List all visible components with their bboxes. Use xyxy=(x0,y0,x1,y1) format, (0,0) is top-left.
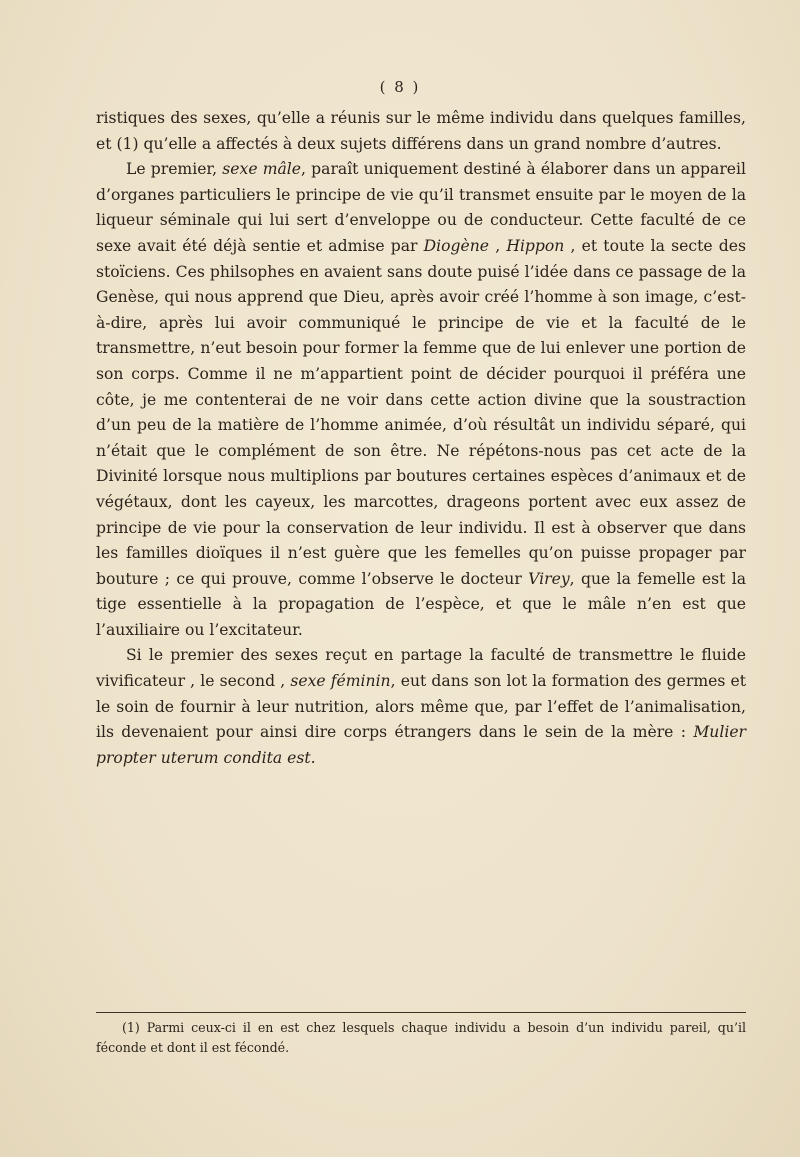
italic-run: Mulier propter uterum condita est. xyxy=(96,723,746,767)
page-number: ( 8 ) xyxy=(379,78,421,96)
text-run: ristiques des sexes, qu’elle a réunis sur le même individu dans quelques familles, et (1) qu’elle a affectés à deux sujets différens dans un grand nombre d’autres. xyxy=(96,109,746,153)
footnote: (1) Parmi ceux-ci il en est chez lesquels chaque individu a besoin d’un individu pareil, qu’il féconde et dont il est fécondé. xyxy=(96,1020,746,1055)
italic-run: Virey xyxy=(528,569,570,588)
italic-run: sexe mâle xyxy=(222,160,302,179)
italic-run: Hippon xyxy=(506,236,565,255)
italic-run: Diogène xyxy=(423,236,490,255)
body-text xyxy=(96,106,746,771)
text-run: , et toute la secte des stoïciens. Ces philsophes en avaient sans doute puisé l’idée dans ce passage de la Genèse, qui nous apprend que Dieu, après avoir créé l’homme à son image, c’est-à-dire, après lui avoir communiqué le principe de vie et la faculté de le transmettre, n’eut besoin pour former la femme que de lui enlever une portion de son corps. Comme il ne m’appartient point de décider pourquoi il préféra une côte, je me contenterai de ne voir dans cette action divine que la soustraction d’un peu de la matière de l’homme animée, d’où résultât un individu séparé, qui n’était que le complément de son être. Ne répétons-nous pas cet acte de la Divinité lorsque nous multiplions par boutures certaines espèces d’animaux et de végétaux, dont les cayeux, les marcottes, drageons portent avec eux assez de principe de vie pour la conservation de leur individu. Il est à observer que dans les familles dioïques il n’est guère que les femelles qu’on puisse propager par bouture ; ce qui prouve, comme l’observe le docteur xyxy=(96,236,746,588)
italic-run: sexe féminin xyxy=(290,672,391,691)
text-run: , eut dans son lot la formation des germes et le soin de fournir à leur nutrition, alors même que, par l’effet de l’animalisation, ils devenaient pour ainsi dire corps étrangers dans le sein de la mère : xyxy=(96,672,747,742)
text-run: , paraît uniquement destiné à élaborer dans un appareil d’organes particuliers le principe de vie qu’il transmet ensuite par le moyen de la liqueur séminale qui lui sert d’enveloppe ou de conducteur. Cette faculté de ce sexe avait été déjà sentie et admise par xyxy=(96,160,746,255)
text-run: , xyxy=(489,236,507,255)
paragraph xyxy=(96,157,746,643)
paragraph xyxy=(96,106,746,157)
text-run: Le premier, xyxy=(126,160,223,179)
text-run: , que la femelle est la tige essentielle à la propagation de l’espèce, et que le mâle n’en est que l’auxiliaire ou l’excitateur. xyxy=(96,569,746,639)
paragraph xyxy=(96,643,746,771)
footnote-rule xyxy=(96,1012,746,1013)
text-run: Si le premier des sexes reçut en partage la faculté de transmettre le fluide vivificateur , le second , xyxy=(96,646,746,691)
